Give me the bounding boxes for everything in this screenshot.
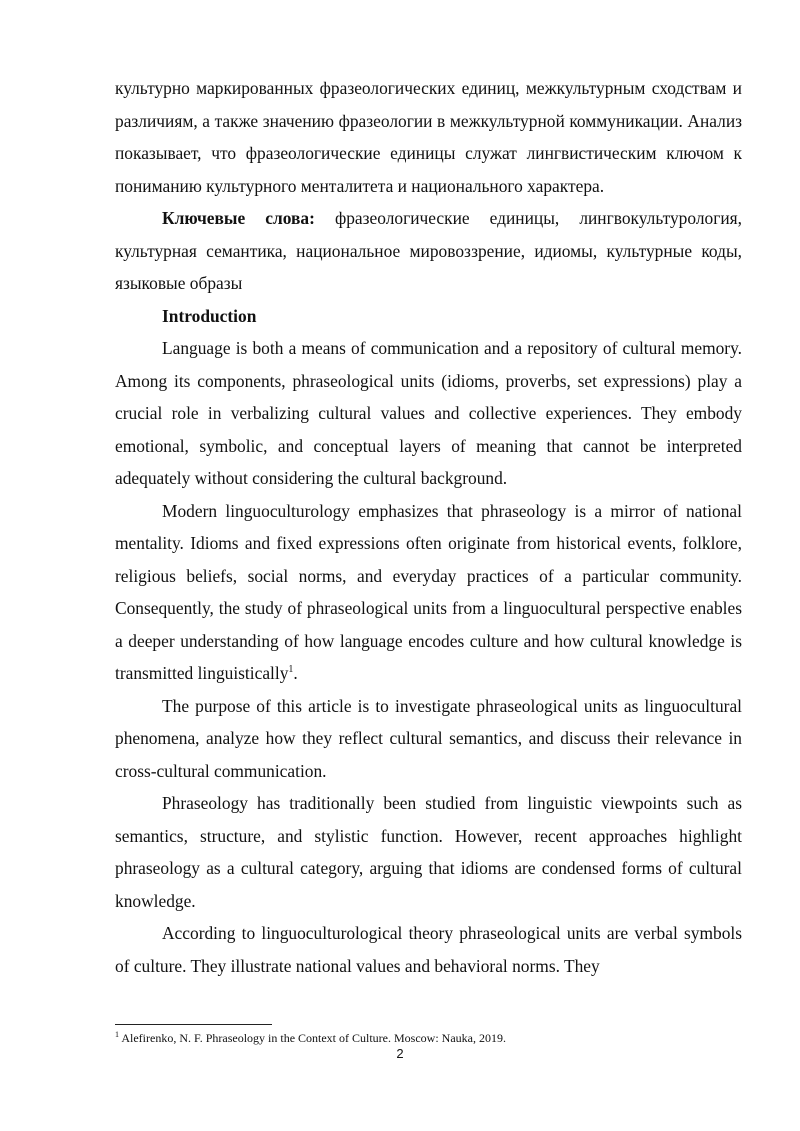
page-body [115,72,742,982]
abstract-tail-paragraph: культурно маркированных фразеологических единиц, межкультурным сходствам и различиям, а также значению фразеологии в межкультурной коммуникации. Анализ показывает, что фразеологические единицы служат лингвистическим ключом к пониманию культурного менталитета и национального характера. [115,78,742,196]
intro-paragraph-3: The purpose of this article is to investigate phraseological units as linguocultural phenomena, analyze how they reflect cultural semantics, and discuss their relevance in cross-cultural communication. [115,695,742,781]
intro-paragraph-2-text: Modern linguoculturology emphasizes that phraseology is a mirror of national mentality. Idioms and fixed expressions often originate from historical events, folklore, religious beliefs, social norms, and everyday practices of a particular community. Consequently, the study of phraseological units from a linguocultural perspective enables a deeper understanding of how language encodes culture and how cultural knowledge is transmitted linguistically [115,500,742,683]
page-number: 2 [396,1046,404,1061]
intro-paragraph-5: According to linguoculturological theory phraseological units are verbal symbols of culture. They illustrate national values and behavioral norms. They [115,923,742,976]
footnote-reference[interactable]: 1 [288,664,294,676]
intro-paragraph-1: Language is both a means of communication and a repository of cultural memory. Among its components, phraseological units (idioms, proverbs, set expressions) play a crucial role in verbalizing cultural values and collective experiences. They embody emotional, symbolic, and conceptual layers of meaning that cannot be interpreted adequately without considering the cultural background. [115,338,742,488]
footnote-text: Alefirenko, N. F. Phraseology in the Context of Culture. Moscow: Nauka, 2019. [119,1031,506,1045]
intro-paragraph-2-end: . [293,663,298,683]
intro-paragraph-2 [115,495,742,690]
introduction-heading: Introduction [162,305,257,326]
intro-paragraph-4: Phraseology has traditionally been studied from linguistic viewpoints such as semantics, structure, and stylistic function. However, recent approaches highlight phraseology as a cultural category, arguing that idioms are condensed forms of cultural knowledge. [115,793,742,911]
footnote [115,1030,742,1046]
keywords-text: фразеологические единицы, лингвокультурология, культурная семантика, национальное мировоззрение, идиомы, культурные коды, языковые образы [115,208,742,293]
keywords-label: Ключевые слова: [162,208,315,228]
footnote-divider [115,1024,272,1025]
keywords-paragraph [115,202,742,300]
footnote-marker: 1 [115,1030,119,1039]
